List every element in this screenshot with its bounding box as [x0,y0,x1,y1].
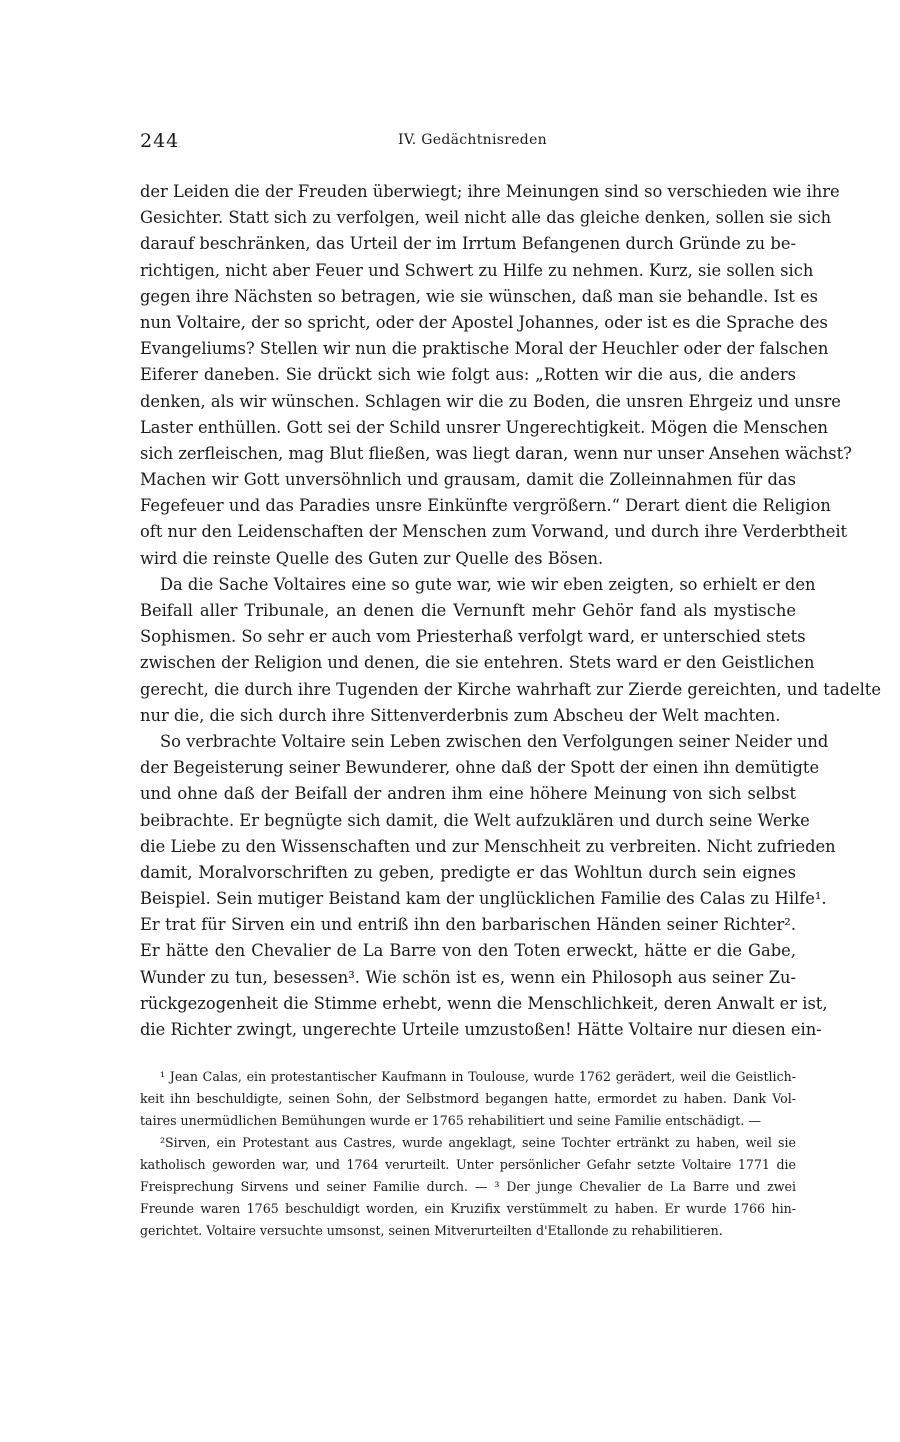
text-line: wird die reinste Quelle des Guten zur Quelle des Bösen. [140,548,604,568]
text-line: Eiferer daneben. Sie drückt sich wie folgt aus: „Rotten wir die aus, die anders [140,365,796,385]
footnote-line: gerichtet. Voltaire versuchte umsonst, seinen Mitverurteilten d'Etallonde zu rehabilitieren. [140,1223,723,1238]
text-line: zwischen der Religion und denen, die sie entehren. Stets ward er den Geistlichen [140,653,815,673]
text-line: Evangeliums? Stellen wir nun die praktische Moral der Heuchler oder der falschen [140,339,829,359]
text-line: nun Voltaire, der so spricht, oder der Apostel Johannes, oder ist es die Sprache des [140,312,828,332]
text-line: Sophismen. So sehr er auch vom Priesterhaß verfolgt ward, er unterschied stets [140,627,806,647]
text-line: damit, Moralvorschriften zu geben, predigte er das Wohltun durch sein eignes [140,862,796,882]
text-line: die Richter zwingt, ungerechte Urteile umzustoßen! Hätte Voltaire nur diesen ein- [140,1020,822,1039]
text-line: So verbrachte Voltaire sein Leben zwischen den Verfolgungen seiner Neider und [160,731,829,751]
footnotes [140,1066,796,1242]
text-line: die Liebe zu den Wissenschaften und zur Menschheit zu verbreiten. Nicht zufrieden [140,836,836,856]
footnote-line: taires unermüdlichen Bemühungen wurde er 1765 rehabilitiert und seine Familie entschädigt. — [140,1113,761,1128]
text-line: gegen ihre Nächsten so betragen, wie sie wünschen, daß man sie behandle. Ist es [140,286,819,306]
text-line: Beispiel. Sein mutiger Beistand kam der unglücklichen Familie des Calas zu Hilfe¹. [140,889,827,909]
page-header [140,130,796,160]
text-line: Gesichter. Statt sich zu verfolgen, weil nicht alle das gleiche denken, sollen sie sich [140,208,832,228]
text-line: der Leiden die der Freuden überwiegt; ihre Meinungen sind so verschieden wie ihre [140,182,840,201]
footnote-line: ¹ Jean Calas, ein protestantischer Kaufmann in Toulouse, wurde 1762 gerädert, weil die Geistlich- [160,1069,796,1084]
text-line: Fegefeuer und das Paradies unsre Einkünfte vergrößern.“ Derart dient die Religion [140,496,831,516]
footnote-line: ²Sirven, ein Protestant aus Castres, wurde angeklagt, seine Tochter ertränkt zu haben, weil sie [160,1135,796,1150]
page-number: 244 [140,130,180,152]
text-line: der Begeisterung seiner Bewunderer, ohne daß der Spott der einen ihn demütigte [140,758,820,778]
body-text [140,179,881,1043]
text-line: beibrachte. Er begnügte sich damit, die Welt aufzuklären und durch seine Werke [140,810,810,830]
text-line: Laster enthüllen. Gott sei der Schild unsrer Ungerechtigkeit. Mögen die Menschen [140,417,829,437]
footnote-line: katholisch geworden war, und 1764 verurteilt. Unter persönlicher Gefahr setzte Voltaire 1771 die [140,1157,796,1172]
footnote-line: Freunde waren 1765 beschuldigt worden, ein Kruzifix verstümmelt zu haben. Er wurde 1766 hin- [140,1201,796,1216]
footnote-line: Freisprechung Sirvens und seiner Familie durch. — ³ Der junge Chevalier de La Barre und zwei [140,1179,796,1194]
text-line: und ohne daß der Beifall der andren ihm eine höhere Meinung von sich selbst [140,784,796,804]
text-line: gerecht, die durch ihre Tugenden der Kirche wahrhaft zur Zierde gereichten, und tadelte [140,679,881,699]
footnote-line: keit ihn beschuldigte, seinen Sohn, der Selbstmord begangen hatte, ermordet zu haben. Dank Vol- [140,1091,796,1106]
text-line: rückgezogenheit die Stimme erhebt, wenn die Menschlichkeit, deren Anwalt er ist, [140,993,828,1013]
text-line: denken, als wir wünschen. Schlagen wir die zu Boden, die unsren Ehrgeiz und unsre [140,391,841,411]
text-line: Wunder zu tun, besessen³. Wie schön ist es, wenn ein Philosoph aus seiner Zu- [140,967,796,987]
text-line: darauf beschränken, das Urteil der im Irrtum Befangenen durch Gründe zu be- [140,234,796,254]
running-head: IV. Gedächtnisreden [398,132,547,148]
text-line: nur die, die sich durch ihre Sittenverderbnis zum Abscheu der Welt machten. [140,705,781,725]
text-line: Da die Sache Voltaires eine so gute war, wie wir eben zeigten, so erhielt er den [160,574,816,594]
text-line: sich zerfleischen, mag Blut fließen, was liegt daran, wenn nur unser Ansehen wächst? [140,443,852,463]
text-line: Machen wir Gott unversöhnlich und grausam, damit die Zolleinnahmen für das [140,470,796,490]
text-line: oft nur den Leidenschaften der Menschen zum Vorwand, und durch ihre Verderbtheit [140,522,848,542]
text-line: Er trat für Sirven ein und entriß ihn den barbarischen Händen seiner Richter². [140,915,796,935]
text-line: richtigen, nicht aber Feuer und Schwert zu Hilfe zu nehmen. Kurz, sie sollen sich [140,260,814,280]
text-line: Beifall aller Tribunale, an denen die Vernunft mehr Gehör fand als mystische [140,601,796,620]
text-line: Er hätte den Chevalier de La Barre von den Toten erweckt, hätte er die Gabe, [140,941,796,961]
